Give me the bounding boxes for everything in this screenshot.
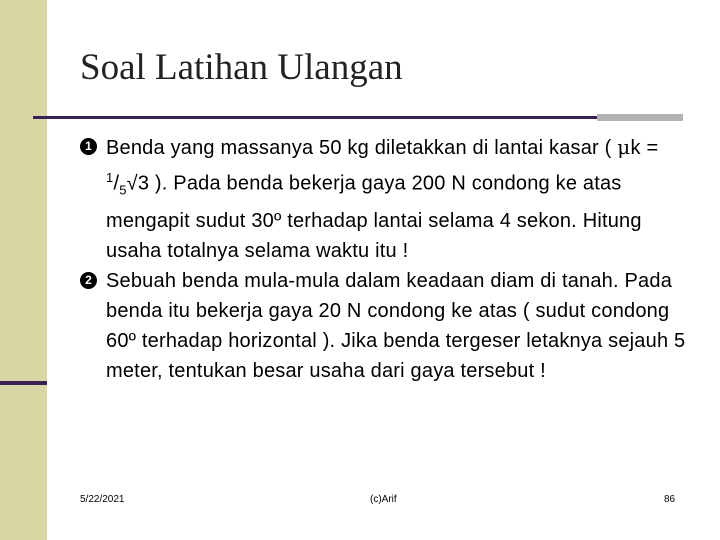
question-item-1 — [80, 132, 700, 266]
fraction-slash: / — [113, 172, 120, 195]
footer-page-number: 86 — [664, 494, 676, 505]
number-1-bullet-icon: 1 — [80, 138, 97, 155]
left-accent-bar — [0, 0, 47, 540]
number-2-bullet-icon: 2 — [80, 272, 97, 289]
fraction-denominator: 5 — [119, 182, 127, 198]
divider-accent-block — [597, 114, 683, 121]
sidebar-accent-line — [0, 381, 47, 385]
slide-body — [80, 132, 700, 386]
title-divider-line — [33, 116, 598, 119]
question-1-text-end: 3 ). Pada benda bekerja gaya 200 N condong ke atas mengapit sudut 30º terhadap lantai selama 4 sekon. Hitung usaha totalnya selama waktu itu ! — [106, 172, 642, 262]
question-2-text: Sebuah benda mula-mula dalam keadaan diam di tanah. Pada benda itu bekerja gaya 20 N condong ke atas ( sudut condong 60º terhadap horizontal ). Jika benda tergeser letaknya sejauh 5 meter, tentukan besar usaha dari gaya tersebut ! — [106, 269, 686, 382]
footer-author: (c)Arif — [370, 494, 397, 505]
footer-date: 5/22/2021 — [80, 494, 125, 505]
sqrt-symbol: √ — [126, 172, 138, 195]
mu-symbol: μ — [617, 135, 631, 159]
question-1-text-start: Benda yang massanya 50 kg diletakkan di lantai kasar ( — [106, 137, 618, 159]
fraction-numerator: 1 — [106, 170, 114, 185]
question-item-2 — [80, 266, 700, 386]
slide-title: Soal Latihan Ulangan — [80, 47, 403, 88]
question-1-k: k = — [630, 137, 659, 159]
